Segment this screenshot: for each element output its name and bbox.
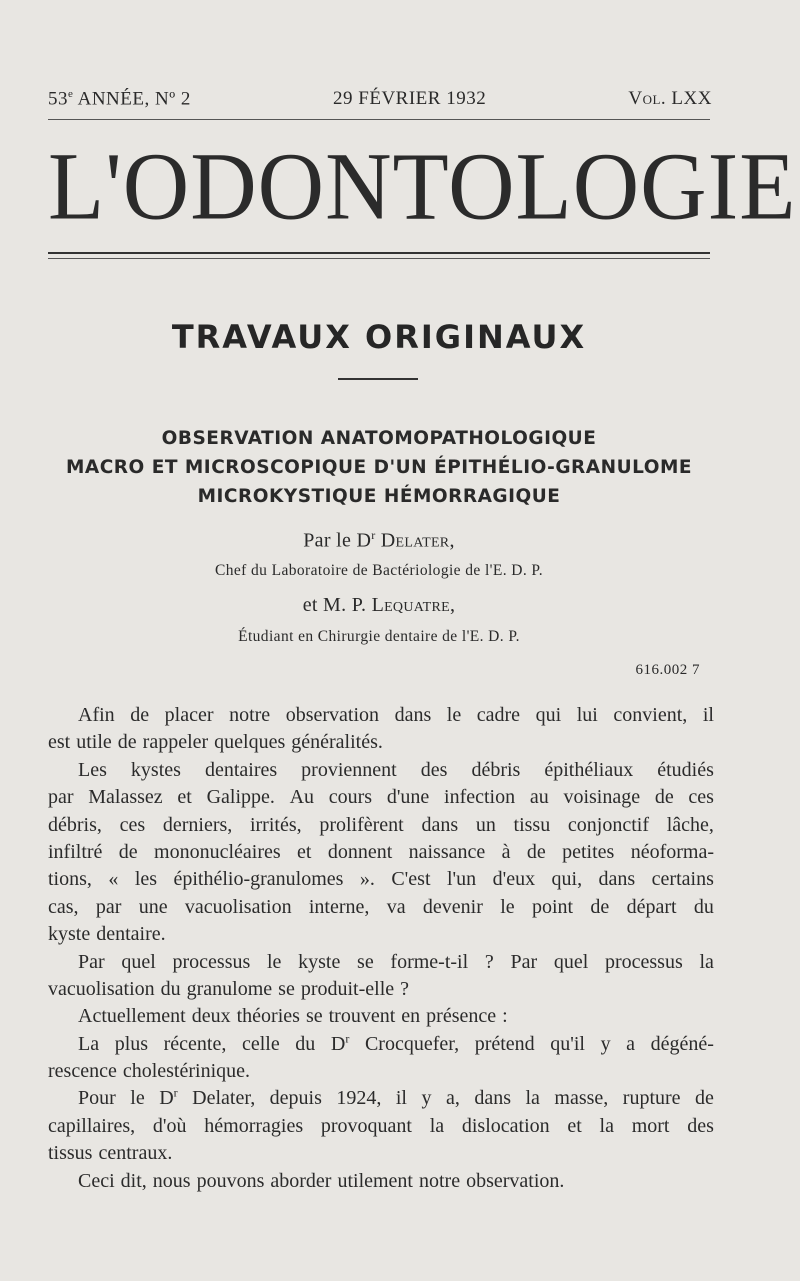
body-line: débris, ces derniers, irrités, prolifèrent dans un tissu conjonctif lâche,	[48, 813, 714, 836]
running-header	[48, 88, 712, 110]
journal-title: L'ODONTOLOGIE	[48, 132, 797, 240]
body-line: La plus récente, celle du $D^r$ Crocquefer, prétend qu'il y a dégéné-	[78, 1031, 714, 1055]
author-1-line: Par le $D^r$ Delater,	[303, 528, 455, 552]
body-line: Par quel processus le kyste se forme-t-il ? Par quel processus la	[78, 950, 714, 973]
article-title-line: MACRO ET MICROSCOPIQUE D'UN ÉPITHÉLIO-GRANULOME	[65, 457, 692, 478]
author-2-line: et M. P. Lequatre,	[302, 594, 456, 616]
title-double-rule	[48, 252, 710, 259]
body-line: par Malassez et Galippe. Au cours d'une infection au voisinage de ces	[48, 786, 714, 809]
article-title-line: MICROKYSTIQUE HÉMORRAGIQUE	[197, 486, 561, 507]
classification-number: 616.002 7	[635, 662, 700, 678]
body-line: cas, par une vacuolisation interne, va devenir le point de départ du	[48, 895, 714, 918]
section-title: TRAVAUX ORIGINAUX	[171, 318, 587, 356]
author-1-name: Delater,	[380, 529, 455, 552]
body-line: Actuellement deux théories se trouvent en présence :	[78, 1005, 508, 1028]
article-title-line: OBSERVATION ANATOMOPATHOLOGIQUE	[161, 428, 597, 449]
body-line: rescence cholestérinique.	[48, 1060, 251, 1083]
author-2-affiliation: Étudiant en Chirurgie dentaire de l'E. D. P.	[238, 628, 520, 645]
body-line: capillaires, d'où hémorragies provoquant la dislocation et la mort des	[48, 1114, 714, 1137]
body-line: Les kystes dentaires proviennent des débris épithéliaux étudiés	[78, 758, 714, 781]
body-line: tissus centraux.	[48, 1142, 173, 1165]
issue-number: 53e ANNÉE, Nº 2	[48, 88, 191, 110]
body-line: Ceci dit, nous pouvons aborder utilement notre observation.	[78, 1169, 565, 1192]
article-title	[48, 424, 710, 511]
body-line: Afin de placer notre observation dans le cadre qui lui convient, il	[78, 704, 714, 726]
body-line: infiltré de mononucléaires et donnent naissance à de petites néoforma-	[48, 840, 714, 863]
body-line: tions, « les épithélio-granulomes ». C'est l'un d'eux qui, dans certains	[48, 868, 714, 891]
body-line: kyste dentaire.	[48, 923, 166, 946]
article-body	[48, 702, 714, 1195]
body-line: est utile de rappeler quelques généralités.	[48, 731, 383, 754]
body-line: vacuolisation du granulome se produit-elle ?	[48, 977, 410, 1000]
volume-number: Vol. LXX	[628, 88, 712, 110]
body-line: Pour le $D^r$ Delater, depuis 1924, il y a, dans la masse, rupture de	[78, 1085, 714, 1110]
header-rule	[48, 119, 710, 120]
author-1-affiliation: Chef du Laboratoire de Bactériologie de l'E. D. P.	[215, 562, 543, 579]
issue-date: 29 FÉVRIER 1932	[333, 88, 487, 110]
author-2-name: Lequatre,	[371, 594, 456, 616]
section-rule	[338, 378, 418, 380]
